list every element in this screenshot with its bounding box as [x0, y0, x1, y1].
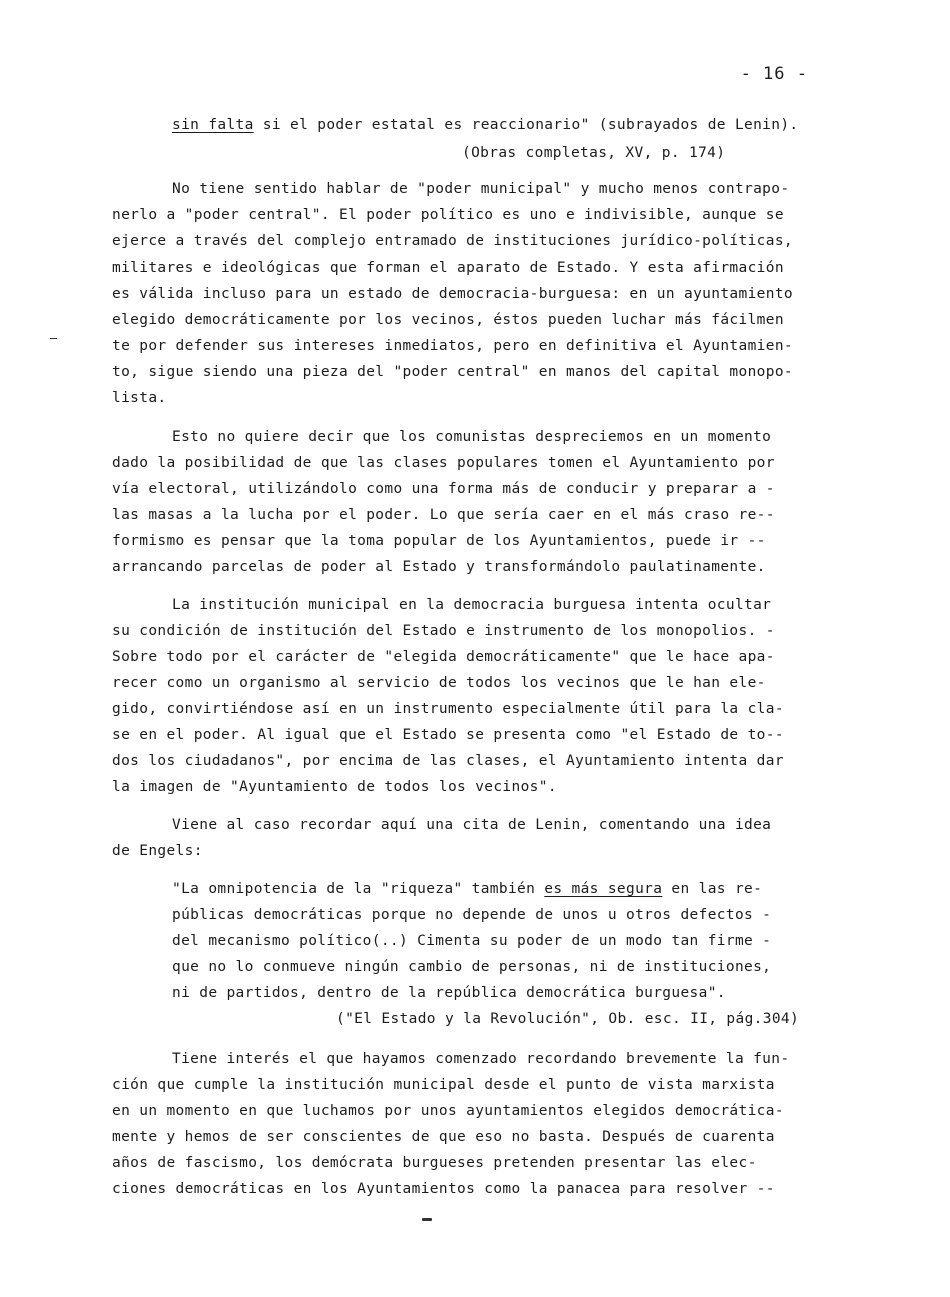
- paragraph-4-line: de Engels:: [112, 843, 203, 859]
- paragraph-1-line: elegido democráticamente por los vecinos, éstos pueden luchar más fácilmen: [112, 312, 784, 328]
- paragraph-2-line: dado la posibilidad de que las clases populares tomen el Ayuntamiento por: [112, 455, 775, 471]
- bottom-mark: [422, 1218, 432, 1221]
- closing-paragraph-line: mente y hemos de ser conscientes de que eso no basta. Después de cuarenta: [112, 1129, 775, 1145]
- paragraph-2-line: Esto no quiere decir que los comunistas despreciemos en un momento: [172, 429, 772, 445]
- paragraph-3-line: su condición de institución del Estado e instrumento de los monopolios. -: [112, 623, 775, 639]
- block-quote-line: del mecanismo político(..) Cimenta su poder de un modo tan firme -: [172, 933, 772, 949]
- paragraph-2-line: vía electoral, utilizándolo como una forma más de conducir y preparar a -: [112, 481, 775, 497]
- closing-paragraph-line: ción que cumple la institución municipal desde el punto de vista marxista: [112, 1077, 775, 1093]
- paragraph-1-line: No tiene sentido hablar de "poder municipal" y mucho menos contrapo-: [172, 181, 790, 197]
- closing-paragraph-line: Tiene interés el que hayamos comenzado recordando brevemente la fun-: [172, 1051, 790, 1067]
- paragraph-3-line: recer como un organismo al servicio de todos los vecinos que le han ele-: [112, 675, 766, 691]
- block-quote-text: en las re-: [662, 881, 763, 897]
- block-quote-text: "La omnipotencia de la "riqueza" también: [172, 881, 545, 897]
- paragraph-2-line: arrancando parcelas de poder al Estado y transformándolo paulatinamente.: [112, 559, 766, 575]
- paragraph-1-line: nerlo a "poder central". El poder político es uno e indivisible, aunque se: [112, 207, 784, 223]
- closing-paragraph-line: años de fascismo, los demócrata burgueses pretenden presentar las elec-: [112, 1155, 757, 1171]
- underlined-phrase: es más segura: [544, 881, 663, 897]
- paragraph-1-line: te por defender sus intereses inmediatos, pero en definitiva el Ayuntamien-: [112, 338, 793, 354]
- paragraph-1-line: to, sigue siendo una pieza del "poder central" en manos del capital monopo-: [112, 364, 793, 380]
- paragraph-1-line: militares e ideológicas que forman el aparato de Estado. Y esta afirmación: [112, 260, 784, 276]
- block-quote-line: que no lo conmueve ningún cambio de personas, ni de instituciones,: [172, 959, 772, 975]
- paragraph-3-line: gido, convirtiéndose así en un instrumento especialmente útil para la cla-: [112, 701, 784, 717]
- paragraph-1-line: lista.: [112, 390, 167, 406]
- paragraph-3-line: Sobre todo por el carácter de "elegida democráticamente" que le hace apa-: [112, 649, 775, 665]
- paragraph-4-line: Viene al caso recordar aquí una cita de Lenin, comentando una idea: [172, 817, 772, 833]
- paragraph-1-line: ejerce a través del complejo entramado de instituciones jurídico-políticas,: [112, 233, 793, 249]
- margin-mark: [50, 338, 57, 339]
- underlined-phrase: sin falta: [172, 117, 254, 133]
- quote-citation: (Obras completas, XV, p. 174): [462, 145, 726, 161]
- paragraph-3-line: la imagen de "Ayuntamiento de todos los vecinos".: [112, 779, 557, 795]
- closing-paragraph-line: ciones democráticas en los Ayuntamientos como la panacea para resolver --: [112, 1181, 775, 1197]
- closing-paragraph-line: en un momento en que luchamos por unos ayuntamientos elegidos democrática-: [112, 1103, 784, 1119]
- paragraph-1-line: es válida incluso para un estado de democracia-burguesa: en un ayuntamiento: [112, 286, 793, 302]
- paragraph-2-line: formismo es pensar que la toma popular de los Ayuntamientos, puede ir --: [112, 533, 766, 549]
- block-quote-line: públicas democráticas porque no depende de unos u otros defectos -: [172, 907, 772, 923]
- block-quote-citation: ("El Estado y la Revolución", Ob. esc. II, pág.304): [336, 1011, 800, 1027]
- paragraph-3-line: dos los ciudadanos", por encima de las clases, el Ayuntamiento intenta dar: [112, 753, 784, 769]
- paragraph-2-line: las masas a la lucha por el poder. Lo que sería caer en el más craso re--: [112, 507, 775, 523]
- quote-tail-line: [172, 118, 799, 133]
- paragraph-3-line: se en el poder. Al igual que el Estado se presenta como "el Estado de to--: [112, 727, 784, 743]
- paragraph-3-line: La institución municipal en la democracia burguesa intenta ocultar: [172, 597, 772, 613]
- block-quote-line: ni de partidos, dentro de la república democrática burguesa".: [172, 985, 726, 1001]
- block-quote-line: [172, 882, 762, 897]
- quote-tail-text: si el poder estatal es reaccionario" (subrayados de Lenin).: [253, 117, 799, 133]
- page-number: - 16 -: [740, 64, 808, 84]
